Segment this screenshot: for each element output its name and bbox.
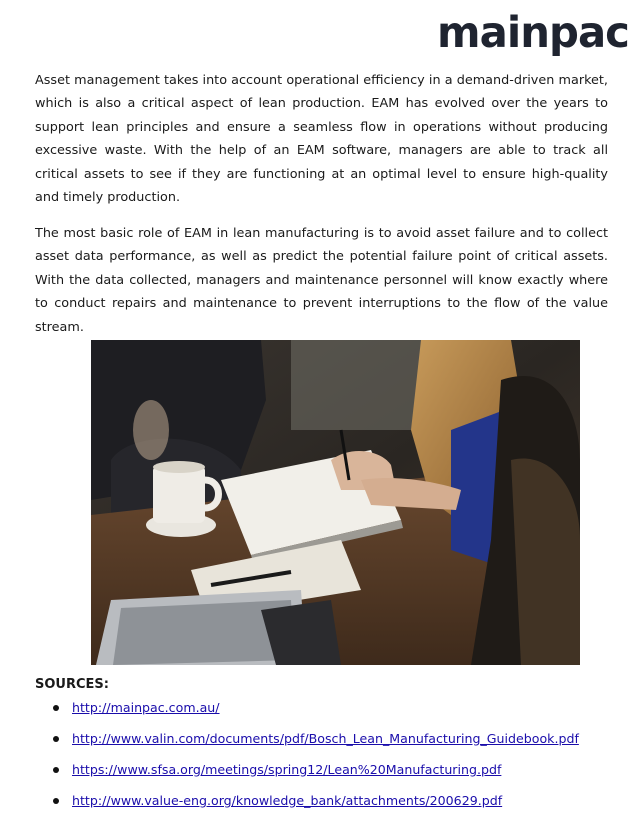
source-link-4[interactable]: http://www.value-eng.org/knowledge_bank/attachments/200629.pdf [72,793,503,808]
logo-wordmark: mainpac [437,13,629,58]
body-paragraph-2: The most basic role of EAM in lean manufacturing is to avoid asset failure and to collect asset data performance, as well as predict the potential failure point of critical assets. With the data collected, managers and maintenance personnel will know exactly where to conduct repairs and maintenance to prevent interruptions to the flow of the value stream. [35,226,608,335]
sources-list [35,699,625,823]
body-paragraph-1: Asset management takes into account operational efficiency in a demand-driven market, which is also a critical aspect of lean production. EAM has evolved over the years to support lean principles and ensure a seamless flow in operations without producing excessive waste. With the help of an EAM software, managers are able to track all critical assets to see if they are functioning at an optimal level to ensure high-quality and timely production. [35,73,608,206]
office-meeting-photo [91,340,580,665]
source-item [35,761,625,792]
bullet-icon [53,767,59,773]
source-link-3[interactable]: https://www.sfsa.org/meetings/spring12/Lean%20Manufacturing.pdf [72,762,502,777]
mainpac-logo-graphic [437,13,631,59]
bullet-icon [53,798,59,804]
source-item [35,699,625,730]
source-link-1[interactable]: http://mainpac.com.au/ [72,700,220,715]
source-item [35,792,625,823]
source-item [35,730,625,761]
bullet-icon [53,736,59,742]
bullet-icon [53,705,59,711]
sources-heading: SOURCES: [35,677,109,692]
source-link-2[interactable]: http://www.valin.com/documents/pdf/Bosch_Lean_Manufacturing_Guidebook.pdf [72,731,579,746]
mainpac-logo [437,13,631,59]
